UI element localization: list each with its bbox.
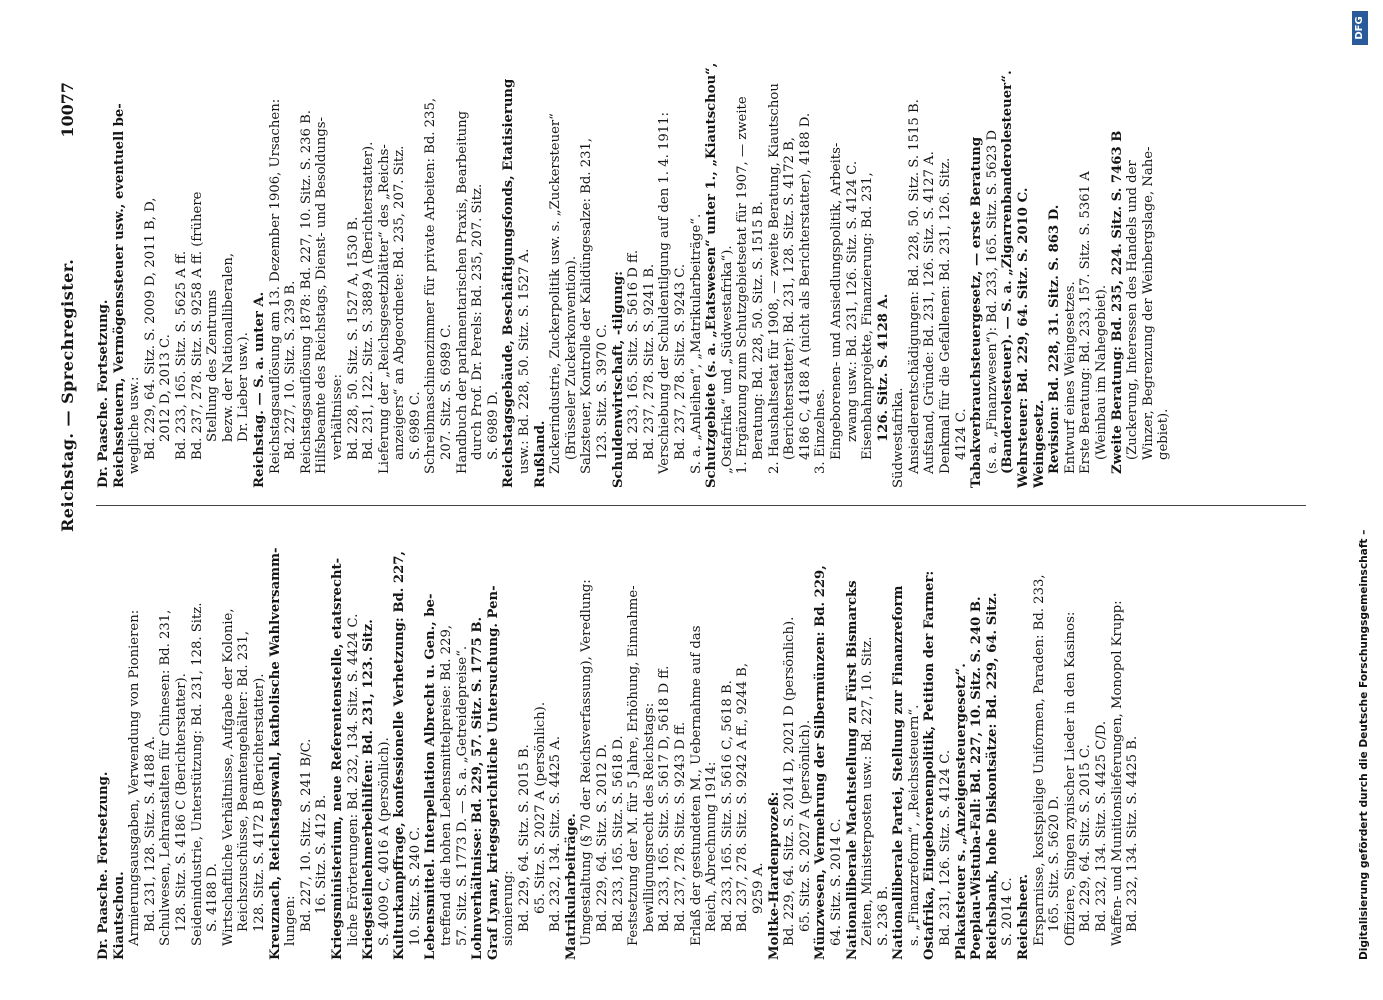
left-column-line: Bd. 229, 64. Sitz. S. 2015 B. — [517, 744, 533, 932]
right-column-line: Reichstagsgebäude, Beschäftigungsfonds, Etatisierung — [501, 78, 517, 488]
left-column-line: Kiautschou. — [111, 871, 127, 960]
left-column-line: 64. Sitz. S. 2014 C. — [828, 818, 844, 946]
left-column-line: Waffen- und Munitionslieferungen, Monopol Krupp: — [1109, 600, 1125, 946]
right-column-line: Erste Beratung: Bd. 233, 157. Sitz. S. 5361 A — [1078, 171, 1094, 474]
left-column-line: Kriegsministerium, neue Referentenstelle, etatsrecht- — [329, 557, 345, 960]
right-column-line: Reichstag. — S. a. unter A. — [251, 291, 267, 488]
left-column-line: liche Erörterungen: Bd. 232, 134. Sitz. S. 4424 C. — [345, 613, 361, 946]
right-column-line: Hilfsbeamte des Reichstags, Dienst- und Besoldungs- — [314, 117, 330, 474]
right-column-line: wegliche usw.: — [127, 376, 143, 474]
right-column-line: Rußland. — [532, 420, 548, 488]
left-column-line: S. 2014 C. — [1000, 877, 1016, 946]
left-column-line: Lebensmittel. Interpellation Albrecht u. Gen., be- — [423, 593, 439, 960]
left-column-line: Bd. 231, 128. Sitz. S. 4188 A. — [142, 736, 158, 932]
left-column-line: Bd. 227, 10. Sitz. S. 241 B/C. — [298, 738, 314, 932]
left-column-line: Plakatsteuer s. „Anzeigensteuergesetz“. — [953, 663, 969, 960]
left-column-line: Schulwesen, Lehranstalten für Chinesen: Bd. 231, — [158, 609, 174, 946]
left-column-line: 165. Sitz. S. 5620 D. — [1047, 795, 1063, 932]
left-column-line: Dr. Paasche. Fortsetzung. — [96, 771, 111, 960]
left-column-line: Bd. 231, 126. Sitz. S. 4124 C. — [938, 749, 954, 946]
right-column-line: Bd. 227, 10. Sitz. S. 239 B. — [283, 280, 299, 460]
left-column-line: treffend die hohen Lebensmittelpreise: Bd. 229, — [439, 624, 455, 946]
right-column-line: usw.: Bd. 228, 50. Sitz. S. 1527 A. — [517, 248, 533, 474]
right-column-line: „Ostafrika“ und „Südwestafrika“). — [719, 245, 735, 474]
right-column-line: 126. Sitz. S. 4128 A. — [875, 293, 891, 442]
left-column-line: Nationalliberale Partei, Stellung zur Finanzreform — [891, 585, 907, 960]
right-column-line: Bd. 237, 278. Sitz. S. 9243 C. — [672, 263, 688, 460]
left-column-line: 65. Sitz. S. 2027 A (persönlich). — [797, 719, 813, 932]
right-column-line: Bd. 233, 165. Sitz. S. 5625 A ff. — [173, 250, 189, 460]
left-column-line: Moltke-Hardenprozeß: — [766, 791, 782, 960]
right-column-line: Zweite Beratung: Bd. 235, 224. Sitz. S. 7463 B — [1109, 130, 1125, 474]
right-column-line: S. a. „Anleihen“, „Matrikularbeiträge“. — [688, 213, 704, 474]
left-column-line: sionierung: — [501, 870, 517, 946]
left-column-line: Ersparnisse, kostspielige Uniformen, Paraden: Bd. 233, — [1031, 574, 1047, 946]
left-column-line: Münzwesen, Vermehrung der Silbermünzen: Bd. 229, — [813, 565, 829, 960]
right-column-line: Ansiedlerentschädigungen: Bd. 228, 50. Sitz. S. 1515 B. — [906, 99, 922, 474]
left-column-line: Bd. 232, 134. Sitz. S. 4425 C/D. — [1094, 720, 1109, 932]
right-column-line: durch Prof. Dr. Perels: Bd. 235, 207. Sitz. — [470, 183, 486, 460]
right-column-line: Eisenbahnprojekte, Finanzierung: Bd. 231, — [860, 172, 876, 460]
left-column-line: Nationalliberale Machtstellung zu Fürst Bismarcks — [844, 580, 860, 960]
right-column-line: Zuckerindustrie, Zuckerpolitik usw. s. „Zuckersteuer“ — [548, 113, 564, 474]
right-column-line: Weingesetz. — [1031, 399, 1047, 488]
page-header — [58, 82, 82, 962]
right-column-line: Dr. Paasche. Fortsetzung. — [96, 299, 111, 488]
right-column-line: (Brüsseler Zuckerkonvention). — [563, 255, 579, 460]
dfg-logo: DFG — [1352, 11, 1368, 45]
left-column-line: Offiziere, Singen zynischer Lieder in den Kasinos: — [1062, 611, 1078, 946]
right-column-line: Reichssteuern, Vermögenssteuer usw., eventuell be- — [111, 103, 127, 488]
right-column-line: Denkmal für die Gefallenen: Bd. 231, 126. Sitz. — [938, 157, 954, 474]
left-column-line: Festsetzung der M. für 5 Jahre, Erhöhung, Einnahme- — [626, 585, 642, 946]
right-column-line: 2. Haushaltsetat für 1908, — zweite Beratung, Kiautschou — [766, 83, 782, 474]
right-column-line: Wehrsteuer: Bd. 229, 64. Sitz. S. 2010 C. — [1016, 187, 1032, 488]
right-column-line: Salzsteuer, Kontrolle der Kalidüngesalze: Bd. 231, — [579, 137, 595, 474]
right-column-line: (Berichterstatter): Bd. 231, 128. Sitz. S. 4172 B, — [782, 137, 798, 460]
right-column-line: S. 6989 D. — [485, 391, 501, 460]
right-column-line: Schreibmaschinenzimmer für private Arbeiten: Bd. 235, — [423, 97, 439, 474]
right-column-line: bezw. der Nationalliberalen, — [220, 252, 236, 442]
right-column — [96, 62, 1172, 488]
right-column-line: Stellung des Zentrums — [205, 289, 221, 442]
left-column-line: 10. Sitz. S. 240 C. — [407, 826, 423, 946]
right-column-line: (Banderolesteuer). — S. a. „Zigarrenbanderolesteuer“. — [1000, 70, 1016, 474]
column-divider — [96, 505, 1306, 506]
right-column-line: (s. a. „Finanzwesen“): Bd. 233, 165. Sitz. S. 5623 D — [984, 129, 1000, 474]
left-column-line: Wirtschaftliche Verhältnisse, Aufgabe der Kolonie, — [220, 608, 236, 946]
right-column-line: Bd. 231, 122. Sitz. S. 3889 A (Berichterstatter). — [361, 141, 377, 460]
left-column-line: lungen: — [283, 895, 299, 946]
left-column-line: Armierungsausgaben, Verwendung von Pionieren: — [127, 609, 143, 946]
left-column-line: 65. Sitz. S. 2027 A (persönlich). — [532, 701, 548, 914]
right-column-line: Aufstand, Gründe: Bd. 231, 126. Sitz. S. 4127 A. — [922, 151, 938, 474]
right-column-line: Reichstagsauflösung 1878: Bd. 227, 10. Sitz. S. 236 B. — [298, 110, 314, 474]
left-column-line: Reichsheer. — [1016, 873, 1032, 960]
right-column-line: anzeigers“ an Abgeordnete: Bd. 235, 207. Sitz. — [392, 145, 408, 460]
left-column-line: s. „Finanzreform“, „Reichssteuern“. — [906, 704, 922, 946]
right-column-line: gebiet). — [1156, 408, 1172, 460]
right-column-line: verhältnisse: — [329, 374, 345, 460]
left-column-line: Reich, Abrechnung 1914: — [704, 761, 720, 932]
left-column-line: Bd. 233, 165. Sitz. S. 5617 D, 5618 D ff. — [657, 665, 673, 932]
right-column-line: Tabakverbrauchsteuergesetz, — erste Beratung — [969, 136, 985, 488]
right-column-line: 1. Ergänzung zum Schutzgebietsetat für 1907, — zweite — [735, 96, 751, 474]
left-column-line: 128. Sitz. S. 4186 C (Berichterstatter). — [173, 673, 189, 932]
right-column-line: Entwurf eines Weingesetzes. — [1062, 281, 1078, 474]
left-column-line: Bd. 229, 64. Sitz. S. 2012 D. — [595, 743, 610, 932]
right-column-line: Lieferung der „Reichsgesetzblätter“ des „Reichs- — [376, 144, 392, 474]
left-column-line: Bd. 229, 64. Sitz. S. 2014 D, 2021 D (persönlich). — [782, 616, 798, 946]
left-column-line: Lohnverhältnisse: Bd. 229, 57. Sitz. S. 1775 B. — [470, 616, 486, 960]
left-column-line: 57. Sitz. S. 1773 D. — S. a. „Getreidepreise“. — [454, 645, 470, 946]
page-title: Reichstag. — Sprechregister. — [58, 258, 77, 532]
right-column-line: Eingeborenen- und Ansiedlungspolitik, Arbeits- — [828, 142, 844, 460]
left-column-line: Bd. 229, 64. Sitz. S. 2015 C. — [1078, 744, 1094, 932]
right-column-line: Bd. 228, 50. Sitz. S. 1527 A, 1530 B. — [345, 216, 361, 460]
right-column-line: Bd. 229, 64. Sitz. S. 2009 D, 2011 B, D, — [142, 197, 158, 460]
left-column-line: Umgestaltung (§ 70 der Reichsverfassung), Veredlung: — [579, 579, 595, 946]
right-column-line: Handbuch der parlamentarischen Praxis, Bearbeitung — [454, 110, 470, 474]
left-column — [96, 540, 1141, 960]
page-number: 10077 — [58, 82, 77, 138]
right-column-line: Bd. 237, 278. Sitz. S. 9241 B. — [641, 263, 657, 460]
right-column-line: Schutzgebiete (s. a. „Etatswesen“ unter 1., „Kiautschou“, — [704, 62, 720, 488]
credit-text: Digitalisierung gefördert durch die Deutsche Forschungsgemeinschaft – — [1358, 529, 1370, 960]
right-column-line: Dr. Lieber usw.). — [236, 332, 252, 442]
left-column-line: 9259 A. — [750, 862, 766, 914]
left-column-line: bewilligungsrecht des Reichstags: — [641, 702, 657, 932]
right-column-line: 2012 D, 2013 C. — [158, 334, 174, 442]
right-column-line: Südwestafrika. — [891, 387, 907, 488]
left-column-line: S. 236 B. — [875, 885, 891, 946]
right-column-line: (Weinbau im Nahegebiet). — [1094, 284, 1109, 460]
right-column-line: S. 6989 C. — [407, 391, 423, 460]
left-column-line: Zeiten, Ministerposten usw.: Bd. 227, 10. Sitz. — [860, 636, 876, 946]
right-column-line: 207. Sitz. S. 6989 C. — [439, 324, 455, 460]
left-column-line: Kreuznach, Reichstagswahl, katholische Wahlversamm- — [267, 547, 283, 960]
left-column-line: S. 4009 C, 4016 A (persönlich). — [376, 737, 392, 946]
left-column-line: Ostafrika, Eingeborenenpolitik, Petition der Farmer: — [922, 570, 938, 960]
right-column-line: Reichstagsauflösung am 13. Dezember 1906, Ursachen: — [267, 98, 283, 474]
left-column-line: Matrikularbeiträge. — [563, 813, 579, 960]
left-column-line: Poeplau-Wistuba-Fall: Bd. 227, 10. Sitz. S. 240 B. — [969, 596, 985, 960]
right-column-line: Winzer, Begrenzung der Weinbergslage, Nahe- — [1140, 146, 1156, 460]
left-column-line: 16. Sitz. S. 412 B. — [314, 794, 330, 914]
right-column-line: 4124 C. — [953, 408, 969, 460]
left-column-line: Kulturkampffrage, konfessionelle Verhetzung: Bd. 227, — [392, 550, 408, 960]
left-column-line: 128. Sitz. S. 4172 B (Berichterstatter). — [251, 673, 267, 932]
right-column-line: Verschiebung der Schuldentilgung auf den 1. 4. 1911: — [657, 112, 673, 474]
right-column-line: 123. Sitz. S. 3970 C. — [595, 324, 610, 460]
left-column-line: Bd. 232, 134. Sitz. S. 4425 B. — [1125, 735, 1141, 932]
left-column-line: Bd. 232, 134. Sitz. S. 4425 A. — [548, 736, 564, 932]
left-column-line: Seidenindustrie, Unterstützung: Bd. 231, 128. Sitz. — [189, 602, 205, 946]
right-column-line: Schuldenwirtschaft, -tilgung: — [610, 271, 626, 488]
left-column-line: Reichszuschüsse, Beamtengehälter: Bd. 231, — [236, 630, 252, 932]
right-column-line: zwang usw.: Bd. 231, 126. Sitz. S. 4124 C. — [844, 160, 860, 442]
left-column-line: Bd. 237, 278. Sitz. S. 9243 D ff. — [672, 721, 688, 932]
right-column-line: (Zuckerung, Interessen des Handels und der — [1125, 160, 1141, 460]
left-column-line: S. 4188 D. — [205, 863, 221, 932]
left-column-line: Kriegsteilnehmerbeihilfen: Bd. 231, 123. Sitz. — [361, 619, 377, 960]
right-column-line: Bd. 237, 278. Sitz. S. 9258 A ff. (frühere — [189, 191, 205, 460]
left-column-line: Graf Lynar, kriegsgerichtliche Untersuchung. Pen- — [485, 585, 501, 960]
right-column-line: 3. Einzelnes. — [813, 388, 829, 474]
left-column-line: Erlaß der gestundeten M., Uebernahme auf das — [688, 625, 704, 946]
right-column-line: 4186 C, 4188 A (nicht als Berichterstatter), 4188 D. — [797, 112, 813, 460]
left-column-line: Bd. 233, 165. Sitz. S. 5616 C, 5618 B. — [719, 680, 735, 932]
left-column-line: Reichsbank, hohe Diskontsätze: Bd. 229, 64. Sitz. — [984, 592, 1000, 960]
right-column-line: Bd. 233, 165. Sitz. S. 5616 D ff. — [626, 249, 642, 460]
left-column-line: Bd. 237, 278. Sitz. S. 9242 A ff., 9244 B, — [735, 662, 751, 932]
right-column-line: Beratung: Bd. 228, 50. Sitz. S. 1515 B. — [750, 201, 766, 460]
right-column-line: Revision: Bd. 228, 31. Sitz. S. 863 D. — [1047, 204, 1063, 474]
left-column-line: Bd. 233, 165. Sitz. S. 5618 D. — [610, 735, 626, 932]
